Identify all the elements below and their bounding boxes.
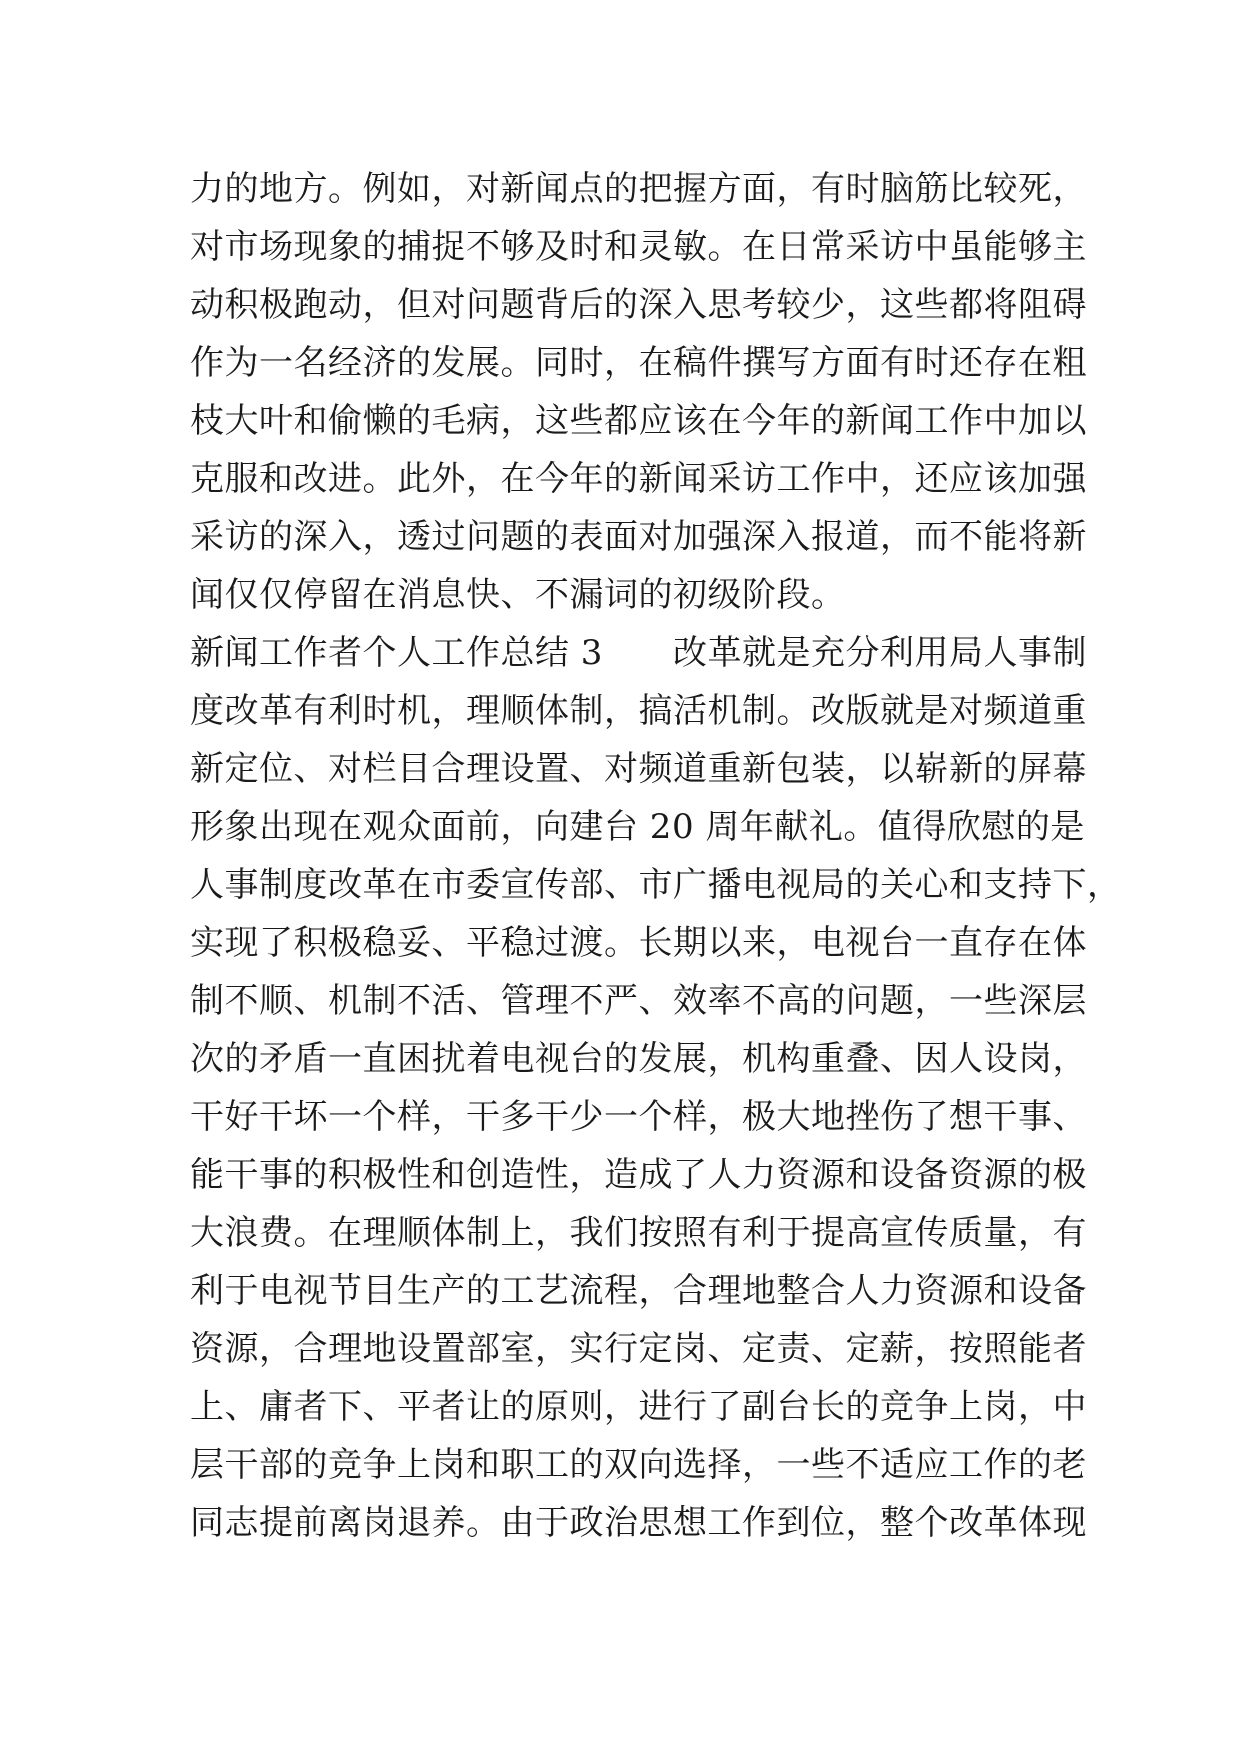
text-line: 对市场现象的捕捉不够及时和灵敏。在日常采访中虽能够主 <box>190 227 1087 267</box>
text-line: 层干部的竞争上岗和职工的双向选择，一些不适应工作的老 <box>190 1445 1087 1485</box>
text-line: 制不顺、机制不活、管理不严、效率不高的问题，一些深层 <box>190 981 1087 1021</box>
section-heading-line <box>190 624 1087 682</box>
text-line: 动积极跑动，但对问题背后的深入思考较少，这些都将阻碍 <box>190 285 1087 325</box>
text-line: 上、庸者下、平者让的原则，进行了副台长的竞争上岗，中 <box>190 1387 1087 1427</box>
text-line: 实现了积极稳妥、平稳过渡。长期以来，电视台一直存在体 <box>190 923 1087 963</box>
text-line: 作为一名经济的发展。同时，在稿件撰写方面有时还存在粗 <box>190 343 1087 383</box>
paragraph-continuation <box>190 160 1087 624</box>
text-line: 同志提前离岗退养。由于政治思想工作到位，整个改革体现 <box>190 1503 1087 1543</box>
text-line: 克服和改进。此外，在今年的新闻采访工作中，还应该加强 <box>190 459 1087 499</box>
text-line: 利于电视节目生产的工艺流程，合理地整合人力资源和设备 <box>190 1271 1087 1311</box>
text-line: 新定位、对栏目合理设置、对频道重新包装，以崭新的屏幕 <box>190 749 1087 789</box>
document-page <box>190 160 1122 1552</box>
text-line: 形象出现在观众面前，向建台 20 周年献礼。值得欣慰的是 <box>190 807 1085 847</box>
text-line: 次的矛盾一直困扰着电视台的发展，机构重叠、因人设岗， <box>190 1039 1087 1079</box>
text-line: 大浪费。在理顺体制上，我们按照有利于提高宣传质量，有 <box>190 1213 1087 1253</box>
text-line: 闻仅仅停留在消息快、不漏词的初级阶段。 <box>190 575 846 615</box>
section-first-line-text: 改革就是充分利用局人事制 <box>672 633 1087 673</box>
text-line: 度改革有利时机，理顺体制，搞活机制。改版就是对频道重 <box>190 691 1087 731</box>
text-line: 力的地方。例如，对新闻点的把握方面，有时脑筋比较死， <box>190 169 1087 209</box>
text-line: 枝大叶和偷懒的毛病，这些都应该在今年的新闻工作中加以 <box>190 401 1087 441</box>
section-heading: 新闻工作者个人工作总结 3 <box>190 633 603 673</box>
text-line: 采访的深入，透过问题的表面对加强深入报道，而不能将新 <box>190 517 1087 557</box>
text-line: 能干事的积极性和创造性，造成了人力资源和设备资源的极 <box>190 1155 1087 1195</box>
section-3 <box>190 624 1122 1552</box>
text-line: 资源，合理地设置部室，实行定岗、定责、定薪，按照能者 <box>190 1329 1087 1369</box>
text-line: 人事制度改革在市委宣传部、市广播电视局的关心和支持下， <box>190 865 1122 905</box>
text-line: 干好干坏一个样，干多干少一个样，极大地挫伤了想干事、 <box>190 1097 1087 1137</box>
